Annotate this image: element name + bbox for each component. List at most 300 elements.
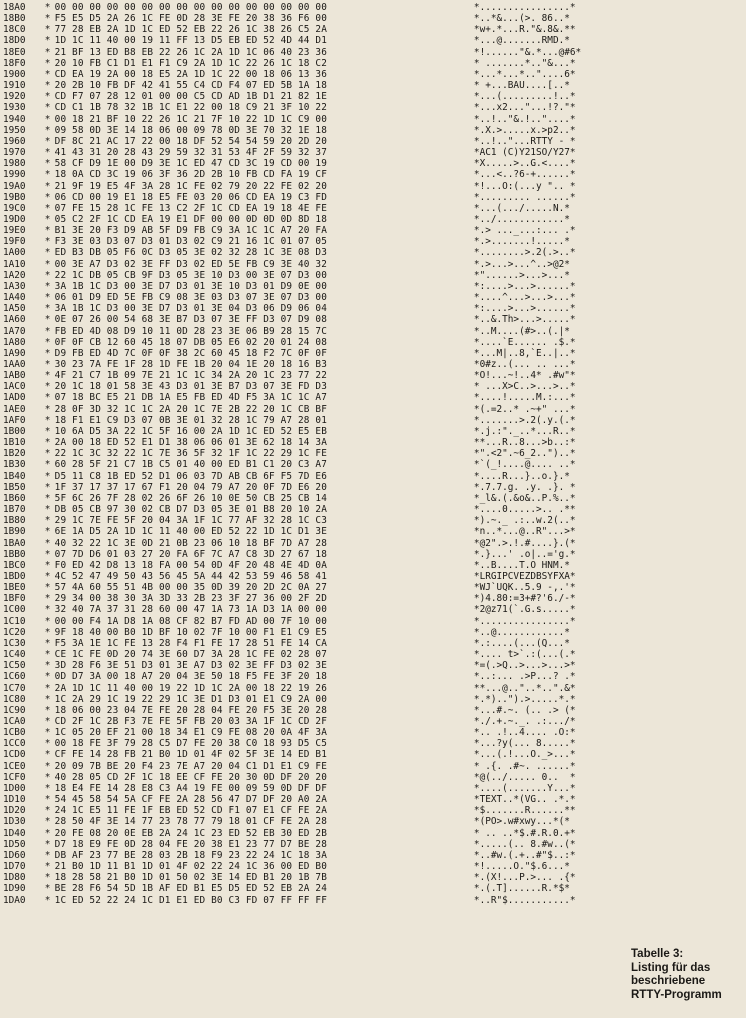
listing-row xyxy=(3,169,613,180)
row-address: 1BB0 xyxy=(3,548,26,560)
row-separator: * xyxy=(44,782,51,794)
row-address: 1930 xyxy=(3,102,26,114)
row-separator: * xyxy=(44,492,51,504)
row-hex-bytes: 05 C2 2F 1C CD EA 19 E1 DF 00 00 0D 0D 0D 8D 18 xyxy=(54,213,327,225)
row-hex-bytes: 3A 1B 1C D3 00 3E D7 D3 01 3E 04 D3 06 D9 06 04 xyxy=(54,303,327,315)
row-ascii: *................* xyxy=(473,615,576,627)
row-ascii: *)4.80:=3+#?'6./-* xyxy=(473,593,576,605)
caption-line-3: beschriebene xyxy=(631,975,706,988)
row-hex-bytes: 4C 52 47 49 50 43 56 45 5A 44 42 53 59 46 58 41 xyxy=(54,570,327,582)
listing-row xyxy=(3,828,613,839)
row-separator: * xyxy=(44,526,51,538)
row-separator: * xyxy=(44,258,51,270)
row-separator: * xyxy=(44,392,51,404)
row-address: 1920 xyxy=(3,91,26,103)
row-hex-bytes: 40 28 05 CD 2F 1C 18 EE CF FE 20 30 0D DF 20 20 xyxy=(54,771,327,783)
listing-row xyxy=(3,270,613,281)
listing-row xyxy=(3,259,613,270)
row-separator: * xyxy=(44,169,51,181)
listing-row xyxy=(3,236,613,247)
row-address: 1A10 xyxy=(3,258,26,270)
row-address: 18E0 xyxy=(3,46,26,58)
row-ascii: *...M|..8,`E..|..* xyxy=(473,347,576,359)
listing-row xyxy=(3,471,613,482)
row-ascii: *=(.>Q..>...>...>* xyxy=(473,660,576,672)
listing-row xyxy=(3,850,613,861)
row-separator: * xyxy=(44,738,51,750)
row-address: 1D20 xyxy=(3,805,26,817)
row-ascii: *....!.....M.:...* xyxy=(473,392,576,404)
row-separator: * xyxy=(44,849,51,861)
listing-row xyxy=(3,493,613,504)
row-hex-bytes: 60 28 5F 21 C7 1B C5 01 40 00 ED B1 C1 20 C3 A7 xyxy=(54,459,327,471)
row-separator: * xyxy=(44,370,51,382)
row-separator: * xyxy=(44,593,51,605)
row-address: 1B70 xyxy=(3,504,26,516)
row-hex-bytes: F5 E5 D5 2A 26 1C FE 0D 28 3E FE 20 38 36 F6 00 xyxy=(54,13,327,25)
row-separator: * xyxy=(44,414,51,426)
row-separator: * xyxy=(44,425,51,437)
row-hex-bytes: 2A 1D 1C 11 40 00 19 22 1D 1C 2A 00 18 22 19 26 xyxy=(54,682,327,694)
row-address: 1DA0 xyxy=(3,894,26,906)
row-address: 1910 xyxy=(3,80,26,92)
row-ascii: *_l&.(.&o&..P.%..* xyxy=(473,492,576,504)
row-ascii: *....^...>...>...* xyxy=(473,292,576,304)
row-address: 1B50 xyxy=(3,481,26,493)
row-ascii: * .. ..*$.#.R.0.+* xyxy=(473,827,576,839)
row-separator: * xyxy=(44,347,51,359)
listing-row xyxy=(3,24,613,35)
row-hex-bytes: 28 50 4F 3E 14 77 23 78 77 79 18 01 CF FE 2A 28 xyxy=(54,816,327,828)
row-hex-bytes: FB ED 4D 08 D9 10 11 0D 28 23 3E 06 B9 28 15 7C xyxy=(54,325,327,337)
row-separator: * xyxy=(44,459,51,471)
row-separator: * xyxy=(44,135,51,147)
row-hex-bytes: D9 FB ED 4D 7C 0F 0F 38 2C 60 45 18 F2 7C 0F 0F xyxy=(54,347,327,359)
row-hex-bytes: 1D 1C 11 40 00 19 11 FF 13 D5 EB ED 52 4D 44 D1 xyxy=(54,35,327,47)
listing-row xyxy=(3,147,613,158)
row-separator: * xyxy=(44,35,51,47)
row-separator: * xyxy=(44,582,51,594)
row-separator: * xyxy=(44,537,51,549)
row-separator: * xyxy=(44,102,51,114)
row-separator: * xyxy=(44,314,51,326)
row-ascii: *..!.."...RTTY - * xyxy=(473,135,576,147)
listing-row xyxy=(3,895,613,906)
row-hex-bytes: B1 3E 20 F3 D9 AB 5F D9 FB C9 3A 1C 1C A7 20 FA xyxy=(54,225,327,237)
row-ascii: *........>.2(.>..* xyxy=(473,247,576,259)
row-hex-bytes: 40 32 22 1C 3E 0D 21 0B 23 06 10 18 BF 7D A7 28 xyxy=(54,537,327,549)
listing-row xyxy=(3,783,613,794)
listing-row xyxy=(3,13,613,24)
row-address: 1C20 xyxy=(3,626,26,638)
row-hex-bytes: 2A 00 18 ED 52 E1 D1 38 06 06 01 3E 62 18 14 3A xyxy=(54,437,327,449)
row-separator: * xyxy=(44,894,51,906)
row-hex-bytes: 06 CD 00 19 E1 18 E5 FE 03 20 06 CD EA 19 C3 FD xyxy=(54,191,327,203)
row-separator: * xyxy=(44,838,51,850)
row-ascii: *"......>...>...* xyxy=(473,269,570,281)
row-hex-bytes: 54 45 58 54 5A CF FE 2A 28 56 47 D7 DF 20 A0 2A xyxy=(54,794,327,806)
row-ascii: *....`E...... .$.* xyxy=(473,336,576,348)
listing-row xyxy=(3,805,613,816)
table-caption xyxy=(631,948,743,1002)
row-address: 1BC0 xyxy=(3,559,26,571)
row-hex-bytes: 9F 18 40 00 B0 1D BF 10 02 7F 10 00 F1 E1 C9 E5 xyxy=(54,626,327,638)
row-address: 1AD0 xyxy=(3,392,26,404)
row-separator: * xyxy=(44,872,51,884)
row-hex-bytes: 58 CF D9 1E 00 D9 3E 1C ED 47 CD 3C 19 CD 00 19 xyxy=(54,158,327,170)
row-hex-bytes: 00 00 00 00 00 00 00 00 00 00 00 00 00 00 00 00 xyxy=(54,2,327,13)
row-separator: * xyxy=(44,704,51,716)
row-address: 1940 xyxy=(3,113,26,125)
row-ascii: *X.....>..G.<....* xyxy=(473,158,576,170)
row-ascii: *..:... .>P...? .* xyxy=(473,671,576,683)
row-ascii: *...@.......RMD.* xyxy=(473,35,570,47)
row-address: 1C70 xyxy=(3,682,26,694)
row-address: 1C90 xyxy=(3,704,26,716)
row-separator: * xyxy=(44,280,51,292)
row-ascii: *..!.."&.!.."....* xyxy=(473,113,576,125)
row-hex-bytes: 10 6A D5 3A 22 1C 5F 16 00 2A 1D 1C ED 52 E5 EB xyxy=(54,425,327,437)
row-separator: * xyxy=(44,158,51,170)
listing-row xyxy=(3,326,613,337)
row-ascii: *...?y(... 8.....* xyxy=(473,738,576,750)
listing-row xyxy=(3,482,613,493)
row-separator: * xyxy=(44,191,51,203)
row-ascii: *................* xyxy=(473,2,576,13)
row-address: 1B10 xyxy=(3,437,26,449)
row-hex-bytes: 3A 1B 1C D3 00 3E D7 D3 01 3E 10 D3 01 D9 0E 00 xyxy=(54,280,327,292)
listing-row xyxy=(3,694,613,705)
row-ascii: *.>...>...^..>@2* xyxy=(473,258,570,270)
row-ascii: *@(../..... 0.. * xyxy=(473,771,576,783)
row-hex-bytes: D7 18 E9 FE 0D 28 04 FE 20 38 E1 23 77 D7 BE 28 xyxy=(54,838,327,850)
row-ascii: * ...X>C..>...>..* xyxy=(473,381,576,393)
row-hex-bytes: 00 3E A7 D3 02 3E FF D3 02 ED 5E FB C9 3E 40 32 xyxy=(54,258,327,270)
listing-row xyxy=(3,839,613,850)
row-address: 1BE0 xyxy=(3,582,26,594)
row-address: 1D00 xyxy=(3,782,26,794)
listing-row xyxy=(3,281,613,292)
listing-row xyxy=(3,80,613,91)
row-address: 1C80 xyxy=(3,693,26,705)
row-separator: * xyxy=(44,716,51,727)
row-address: 19A0 xyxy=(3,180,26,192)
row-address: 1970 xyxy=(3,147,26,159)
row-ascii: *..R"$...........* xyxy=(473,894,576,906)
row-ascii: *(.=2..* .~+" ...* xyxy=(473,403,576,415)
row-address: 1980 xyxy=(3,158,26,170)
listing-row xyxy=(3,2,613,13)
row-hex-bytes: 07 18 BC E5 21 DB 1A E5 FB ED 4D F5 3A 1C 1C A7 xyxy=(54,392,327,404)
row-separator: * xyxy=(44,80,51,92)
listing-row xyxy=(3,192,613,203)
row-address: 1C10 xyxy=(3,615,26,627)
row-address: 1CC0 xyxy=(3,738,26,750)
listing-row xyxy=(3,102,613,113)
row-separator: * xyxy=(44,225,51,237)
listing-row xyxy=(3,660,613,671)
row-hex-bytes: DF 8C 21 AC 17 22 00 18 DF 52 54 54 59 20 2D 20 xyxy=(54,135,327,147)
hex-listing xyxy=(3,2,613,906)
row-hex-bytes: 24 1C E5 11 FE 1F EB ED 52 CD F1 07 E1 CF FE 2A xyxy=(54,805,327,817)
row-ascii: * +...BAU....[..* xyxy=(473,80,570,92)
row-separator: * xyxy=(44,113,51,125)
listing-row xyxy=(3,69,613,80)
row-hex-bytes: 1F 37 17 37 17 67 F1 20 04 79 A7 20 0F 7D E6 20 xyxy=(54,481,327,493)
listing-row xyxy=(3,705,613,716)
row-ascii: *LRGIPCVEZDBSYFXA* xyxy=(473,570,576,582)
row-address: 19D0 xyxy=(3,213,26,225)
row-address: 1D10 xyxy=(3,794,26,806)
row-address: 1960 xyxy=(3,135,26,147)
row-separator: * xyxy=(44,604,51,616)
row-hex-bytes: 20 2B 10 FB DF 42 41 55 C4 CD F4 07 ED 5B 1A 18 xyxy=(54,80,327,92)
row-separator: * xyxy=(44,794,51,806)
row-address: 1A20 xyxy=(3,269,26,281)
row-address: 1900 xyxy=(3,68,26,80)
row-separator: * xyxy=(44,68,51,80)
caption-line-title: Tabelle 3: xyxy=(631,948,684,960)
row-separator: * xyxy=(44,381,51,393)
listing-row xyxy=(3,504,613,515)
row-ascii: *...(.........!..* xyxy=(473,91,576,103)
row-address: 1AF0 xyxy=(3,414,26,426)
row-ascii: **...@.."..*..".&* xyxy=(473,682,576,694)
row-separator: * xyxy=(44,861,51,873)
row-ascii: *!......"&.*...@#6* xyxy=(473,46,582,58)
row-ascii: *.... t>`.:(...(.* xyxy=(473,649,576,661)
row-address: 1B90 xyxy=(3,526,26,538)
row-hex-bytes: 18 28 58 21 B0 1D 01 50 02 3E 14 ED B1 20 1B 7B xyxy=(54,872,327,884)
row-separator: * xyxy=(44,2,51,13)
row-address: 1D60 xyxy=(3,849,26,861)
listing-row xyxy=(3,426,613,437)
row-separator: * xyxy=(44,448,51,460)
row-separator: * xyxy=(44,325,51,337)
row-ascii: *..&.Th>...>.....* xyxy=(473,314,576,326)
row-separator: * xyxy=(44,649,51,661)
row-hex-bytes: 21 9F 19 E5 4F 3A 28 1C FE 02 79 20 22 FE 02 20 xyxy=(54,180,327,192)
row-address: 1A70 xyxy=(3,325,26,337)
row-ascii: *....(.......Y...* xyxy=(473,782,576,794)
row-ascii: *./.+.~._. .:.../* xyxy=(473,716,576,727)
listing-row xyxy=(3,181,613,192)
row-address: 1AC0 xyxy=(3,381,26,393)
row-address: 1B80 xyxy=(3,515,26,527)
row-address: 18C0 xyxy=(3,24,26,36)
listing-row xyxy=(3,292,613,303)
listing-row xyxy=(3,816,613,827)
listing-row xyxy=(3,671,613,682)
row-address: 1B40 xyxy=(3,470,26,482)
row-hex-bytes: 20 1C 18 01 58 3E 43 D3 01 3E B7 D3 07 3E FD D3 xyxy=(54,381,327,393)
row-address: 1D40 xyxy=(3,827,26,839)
listing-row xyxy=(3,526,613,537)
row-separator: * xyxy=(44,336,51,348)
row-hex-bytes: 77 28 EB 2A 1D 1C ED 52 EB 22 26 1C 38 26 C5 2A xyxy=(54,24,327,36)
row-address: 1BF0 xyxy=(3,593,26,605)
row-hex-bytes: 21 B0 1D 11 B1 1D 01 4F 02 22 24 1C 36 00 ED B0 xyxy=(54,861,327,873)
row-address: 1B30 xyxy=(3,459,26,471)
row-hex-bytes: 06 01 D9 ED 5E FB C9 08 3E 03 D3 07 3E 07 D3 00 xyxy=(54,292,327,304)
row-hex-bytes: 57 4A 60 55 51 4B 00 00 35 0D 39 20 2D 2C 0A 27 xyxy=(54,582,327,594)
row-separator: * xyxy=(44,470,51,482)
row-address: 1A30 xyxy=(3,280,26,292)
listing-row xyxy=(3,883,613,894)
row-address: 1D80 xyxy=(3,872,26,884)
row-separator: * xyxy=(44,213,51,225)
row-hex-bytes: 09 58 0D 3E 14 18 06 00 09 78 0D 3E 70 32 1E 18 xyxy=(54,124,327,136)
row-address: 1A60 xyxy=(3,314,26,326)
row-address: 19E0 xyxy=(3,225,26,237)
row-hex-bytes: CD EA 19 2A 00 18 E5 2A 1D 1C 22 00 18 06 13 36 xyxy=(54,68,327,80)
row-address: 1CB0 xyxy=(3,727,26,739)
row-hex-bytes: 0F 0F CB 12 60 45 18 07 DB 05 E6 02 20 01 24 08 xyxy=(54,336,327,348)
row-ascii: *(PO>.w#xwy...*(* xyxy=(473,816,570,828)
row-hex-bytes: 18 F1 E1 C9 D3 07 0B 3E 01 32 28 1C 79 A7 28 01 xyxy=(54,414,327,426)
listing-row xyxy=(3,683,613,694)
row-hex-bytes: F3 3E 03 D3 07 D3 01 D3 02 C9 21 16 1C 01 07 05 xyxy=(54,236,327,248)
row-separator: * xyxy=(44,749,51,761)
listing-row xyxy=(3,337,613,348)
row-ascii: *".<2".~6_2..")..* xyxy=(473,448,576,460)
listing-row xyxy=(3,392,613,403)
row-separator: * xyxy=(44,24,51,36)
row-hex-bytes: 00 18 21 BF 10 22 26 1C 21 7F 10 22 1D 1C C9 00 xyxy=(54,113,327,125)
row-separator: * xyxy=(44,626,51,638)
row-hex-bytes: 18 E4 FE 14 28 E8 C3 A4 19 FE 00 09 59 0D DF DF xyxy=(54,782,327,794)
listing-row xyxy=(3,114,613,125)
row-ascii: *`(_!....@.... ..* xyxy=(473,459,576,471)
row-hex-bytes: 0D D7 3A 00 18 A7 20 04 3E 50 18 F5 FE 3F 20 18 xyxy=(54,671,327,683)
row-address: 18B0 xyxy=(3,13,26,25)
listing-row xyxy=(3,91,613,102)
row-address: 1950 xyxy=(3,124,26,136)
row-hex-bytes: DB 05 CB 97 30 02 CB D7 D3 05 3E 01 B8 20 10 2A xyxy=(54,504,327,516)
row-ascii: *:....>...>......* xyxy=(473,303,576,315)
row-ascii: *.*)..").>.....*.* xyxy=(473,693,576,705)
row-address: 1D30 xyxy=(3,816,26,828)
row-ascii: *...#.~. (.. .> (* xyxy=(473,704,576,716)
row-ascii: *).~._ .:..w.2(..* xyxy=(473,515,576,527)
row-ascii: *TEXT..*(VG.. .*.* xyxy=(473,794,576,806)
listing-row xyxy=(3,515,613,526)
row-separator: * xyxy=(44,660,51,672)
listing-row xyxy=(3,538,613,549)
row-ascii: *!.....O."$.6...* xyxy=(473,861,570,873)
row-ascii: *.(.T]......R.*$* xyxy=(473,883,570,895)
listing-row xyxy=(3,649,613,660)
row-hex-bytes: 00 00 F4 1A D8 1A 08 CF 82 B7 FD AD 00 7F 10 00 xyxy=(54,615,327,627)
row-hex-bytes: 07 FE 15 28 1C FE 13 C2 2F 1C CD EA 19 18 4E FE xyxy=(54,202,327,214)
row-ascii: *.:....(...(Q...* xyxy=(473,637,570,649)
row-ascii: *......... ......* xyxy=(473,191,576,203)
row-ascii: *.. .!..4.... .O:* xyxy=(473,727,576,739)
row-separator: * xyxy=(44,771,51,783)
row-address: 1AB0 xyxy=(3,370,26,382)
row-hex-bytes: 18 0A CD 3C 19 06 3F 36 2D 2B 10 FB CD FA 19 CF xyxy=(54,169,327,181)
row-ascii: *.......>.2(.y.(.* xyxy=(473,414,576,426)
row-ascii: *...(.!...O._>...* xyxy=(473,749,576,761)
row-hex-bytes: 29 1C 7E FE 5F 20 04 3A 1F 1C 77 AF 32 28 1C C3 xyxy=(54,515,327,527)
row-ascii: *:....>...>......* xyxy=(473,280,576,292)
row-hex-bytes: ED B3 DB 05 F6 0C D3 05 3E 02 32 28 1C 3E 08 D3 xyxy=(54,247,327,259)
row-address: 1C50 xyxy=(3,660,26,672)
row-ascii: *!...O:(...y ".. * xyxy=(473,180,576,192)
row-ascii: *...<..?6-+......* xyxy=(473,169,576,181)
row-hex-bytes: 29 34 00 38 30 3A 3D 33 2B 23 3F 27 36 00 2F 2D xyxy=(54,593,327,605)
row-address: 19C0 xyxy=(3,202,26,214)
row-separator: * xyxy=(44,515,51,527)
listing-row xyxy=(3,582,613,593)
row-address: 1CA0 xyxy=(3,716,26,727)
row-separator: * xyxy=(44,671,51,683)
row-ascii: * .{. .#~. ......* xyxy=(473,760,576,772)
row-separator: * xyxy=(44,403,51,415)
row-address: 1A40 xyxy=(3,292,26,304)
listing-row xyxy=(3,247,613,258)
row-ascii: *.7.7.g. .y. .}. * xyxy=(473,481,576,493)
row-hex-bytes: 1C ED 52 22 24 1C D1 E1 ED B0 C3 FD 07 FF FF FF xyxy=(54,894,327,906)
row-separator: * xyxy=(44,202,51,214)
row-hex-bytes: CE 1C FE 0D 20 74 3E 60 D7 3A 28 1C FE 02 28 07 xyxy=(54,649,327,661)
row-hex-bytes: 1C 05 20 EF 21 00 18 34 E1 C9 FE 08 20 0A 4F 3A xyxy=(54,727,327,739)
row-ascii: *....R...}..o.}.* xyxy=(473,470,570,482)
row-hex-bytes: 30 23 7A FE 1F 28 1D FE 1B 20 04 1E 20 18 16 B3 xyxy=(54,359,327,370)
row-ascii: *.(X!...P.>... .{* xyxy=(473,872,576,884)
row-hex-bytes: DB AF 23 77 BE 28 03 2B 18 F9 23 22 24 1C 18 3A xyxy=(54,849,327,861)
row-ascii: *O!...~!..4* .#w"* xyxy=(473,370,576,382)
listing-row xyxy=(3,415,613,426)
row-ascii: *..M....(#>..(.|* xyxy=(473,325,570,337)
row-hex-bytes: 07 7D D6 01 03 27 20 FA 6F 7C A7 C8 3D 27 67 18 xyxy=(54,548,327,560)
row-separator: * xyxy=(44,91,51,103)
row-address: 1C40 xyxy=(3,649,26,661)
row-address: 1D90 xyxy=(3,883,26,895)
listing-row xyxy=(3,638,613,649)
row-hex-bytes: CD C1 1B 78 32 1B 1C E1 22 00 18 C9 21 3F 10 22 xyxy=(54,102,327,114)
caption-line-4: RTTY-Programm xyxy=(631,988,722,1001)
row-hex-bytes: CD 2F 1C 2B F3 7E FE 5F FB 20 03 3A 1F 1C CD 2F xyxy=(54,716,327,727)
row-address: 1BD0 xyxy=(3,570,26,582)
row-ascii: *.>.......!.....* xyxy=(473,236,570,248)
row-separator: * xyxy=(44,481,51,493)
row-separator: * xyxy=(44,827,51,839)
row-address: 1CD0 xyxy=(3,749,26,761)
row-separator: * xyxy=(44,57,51,69)
listing-row xyxy=(3,761,613,772)
row-hex-bytes: 00 18 FE 3F 79 28 C5 D7 FE 20 38 C0 18 93 D5 C5 xyxy=(54,738,327,750)
row-separator: * xyxy=(44,504,51,516)
row-hex-bytes: 21 BF 13 ED B8 EB 22 26 1C 2A 1D 1C 06 40 23 36 xyxy=(54,46,327,58)
row-hex-bytes: 20 10 FB C1 D1 E1 F1 C9 2A 1D 1C 22 26 1C 18 C2 xyxy=(54,57,327,69)
row-separator: * xyxy=(44,727,51,739)
row-address: 18D0 xyxy=(3,35,26,47)
row-hex-bytes: 28 0F 3D 32 1C 1C 2A 20 1C 7E 2B 22 20 1C CB BF xyxy=(54,403,327,415)
row-ascii: *@2".>.!.#....}.(* xyxy=(473,537,576,549)
caption-line-2: Listing für das xyxy=(631,961,711,974)
row-hex-bytes: CF FE 14 28 FB 21 B0 1D 01 4F 02 5F 3E 14 ED B1 xyxy=(54,749,327,761)
row-separator: * xyxy=(44,570,51,582)
row-address: 19F0 xyxy=(3,236,26,248)
listing-row xyxy=(3,861,613,872)
row-separator: * xyxy=(44,805,51,817)
listing-row xyxy=(3,459,613,470)
row-separator: * xyxy=(44,559,51,571)
row-separator: * xyxy=(44,180,51,192)
row-separator: * xyxy=(44,883,51,895)
row-address: 1AA0 xyxy=(3,359,26,370)
